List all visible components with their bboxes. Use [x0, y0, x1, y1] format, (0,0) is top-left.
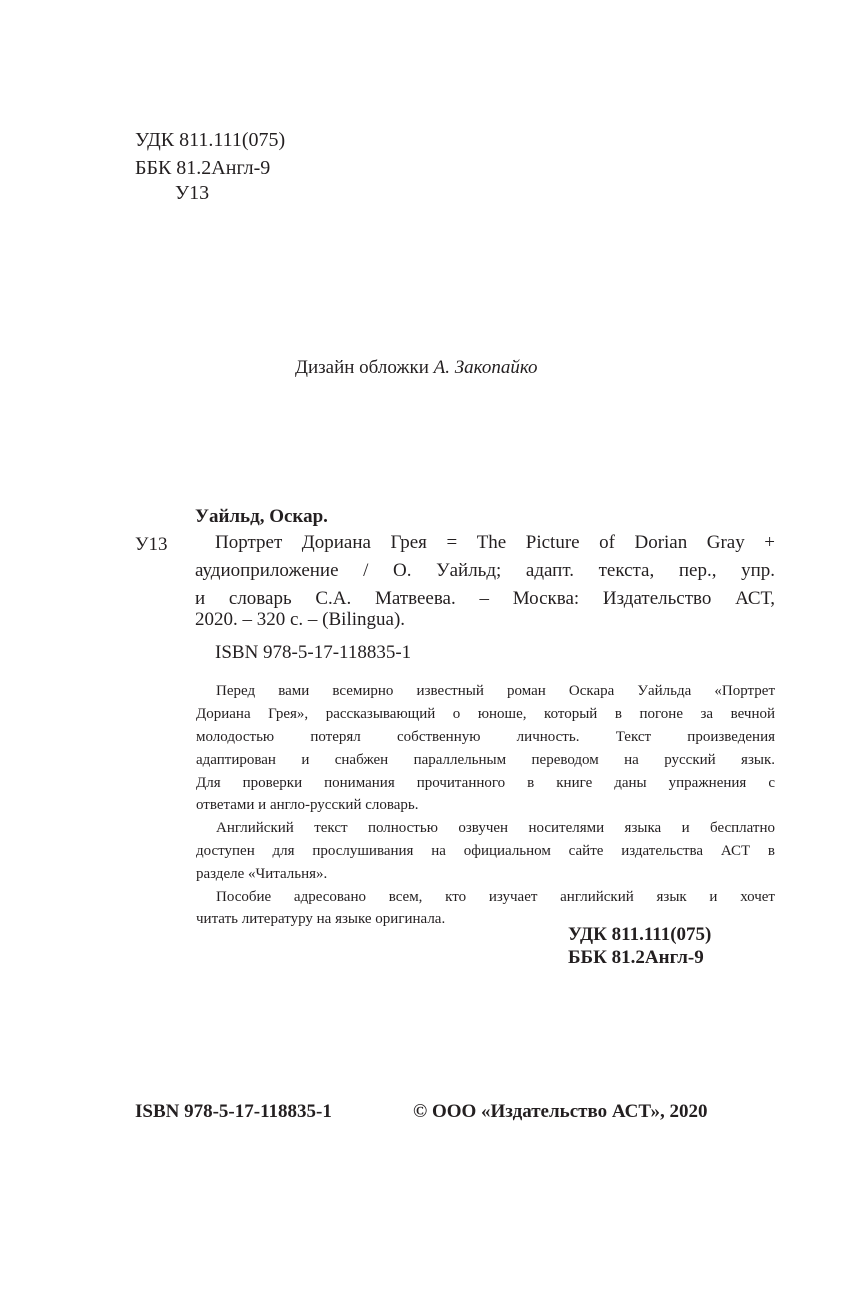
footer-udk-code: УДК 811.111(075) — [568, 924, 712, 945]
annotation-line: Дориана Грея», рассказывающий о юноше, который в погоне за вечной — [196, 706, 775, 722]
annotation-line: Перед вами всемирно известный роман Оскара Уайльда «Портрет — [216, 683, 775, 699]
catalog-line: 2020. – 320 с. – (Bilingua). — [195, 609, 406, 630]
bbk-code: ББК 81.2Англ-9 — [135, 157, 271, 179]
cover-design-label: Дизайн обложки — [295, 357, 429, 378]
catalog-line: и словарь С.А. Матвеева. – Москва: Издательство АСТ, — [195, 588, 775, 609]
cover-designer: А. Закопайко — [433, 357, 538, 378]
annotation-line: доступен для прослушивания на официальном сайте издательства АСТ в — [196, 843, 775, 859]
catalog-author-mark: У13 — [135, 534, 168, 555]
annotation-line: читать литературу на языке оригинала. — [196, 911, 446, 927]
cover-design-credit — [295, 358, 537, 377]
annotation-line: Английский текст полностью озвучен носителями языка и бесплатно — [216, 820, 775, 836]
catalog-isbn: ISBN 978-5-17-118835-1 — [215, 642, 412, 663]
author-mark: У13 — [175, 182, 210, 204]
annotation-line: адаптирован и снабжен параллельным переводом на русский язык. — [196, 752, 775, 768]
footer-bbk-code: ББК 81.2Англ-9 — [568, 947, 704, 968]
udk-code: УДК 811.111(075) — [135, 129, 286, 151]
catalog-line: Портрет Дориана Грея = The Picture of Dorian Gray + — [215, 532, 775, 553]
copyright: © ООО «Издательство АСТ», 2020 — [413, 1101, 708, 1122]
annotation-line: разделе «Читальня». — [196, 866, 328, 882]
annotation-line: Для проверки понимания прочитанного в книге даны упражнения с — [196, 775, 775, 791]
bottom-isbn: ISBN 978-5-17-118835-1 — [135, 1101, 332, 1122]
catalog-author: Уайльд, Оскар. — [195, 506, 328, 527]
annotation-line: Пособие адресовано всем, кто изучает английский язык и хочет — [216, 889, 775, 905]
catalog-line: аудиоприложение / О. Уайльд; адапт. текста, пер., упр. — [195, 560, 775, 581]
annotation-line: ответами и англо-русский словарь. — [196, 797, 419, 813]
annotation-line: молодостью потерял собственную личность. Текст произведения — [196, 729, 775, 745]
